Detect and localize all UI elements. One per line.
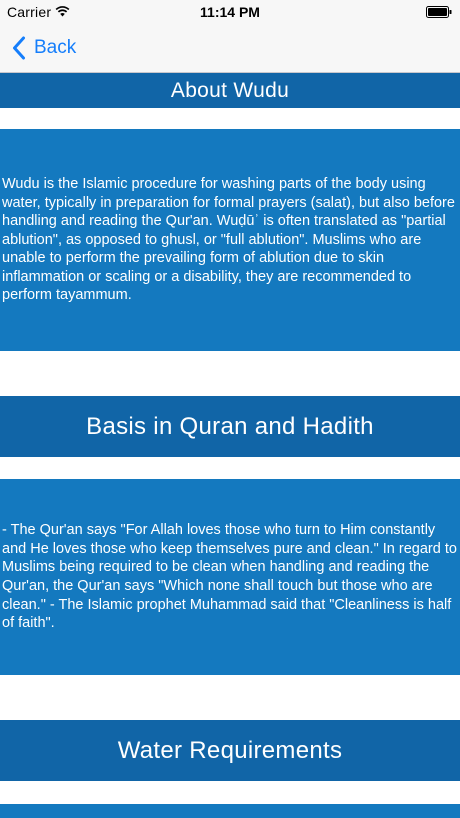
battery-icon [426,6,452,18]
clock: 11:14 PM [200,4,260,20]
section-header-basis-in-quran [0,396,460,457]
section-title: About Wudu [170,79,290,102]
section-header-about-wudu [0,73,460,108]
content-scroll-area[interactable] [0,73,460,818]
section-title: Water Requirements [117,737,343,764]
back-label: Back [34,37,77,58]
status-bar [0,0,460,24]
section-body-about-wudu [0,129,460,351]
section-text: - The Qur'an says "For Allah loves those who turn to Him constantly and He loves those who keep themselves pure and clean." In regard to Muslims being required to be clean when handling and reading the Qur'an, the Qur'an says "Which none shall touch but those who are clean." - The Islamic prophet Muhammad said that "Cleanliness is half of faith". [2,522,457,632]
navigation-bar [0,24,460,73]
section-title: Basis in Quran and Hadith [86,413,374,440]
carrier-label: Carrier [7,4,52,20]
section-body-basis-in-quran [0,479,460,675]
section-header-water-requirements [0,720,460,781]
section-body-water-requirements [0,804,460,818]
back-button[interactable] [12,34,76,62]
chevron-left-icon [12,36,26,60]
section-text: Wudu is the Islamic procedure for washing parts of the body using water, typically in preparation for formal prayers (salat), but also before handling and reading the Qur'an. Wuḍūʾ is often translated as "partial ablution", as opposed to ghusl, or "full ablution". Muslims who are unable to perform the prevailing form of ablution due to skin inflammation or scaling or a disability, they are recommended to perform tayammum. [2,175,455,304]
